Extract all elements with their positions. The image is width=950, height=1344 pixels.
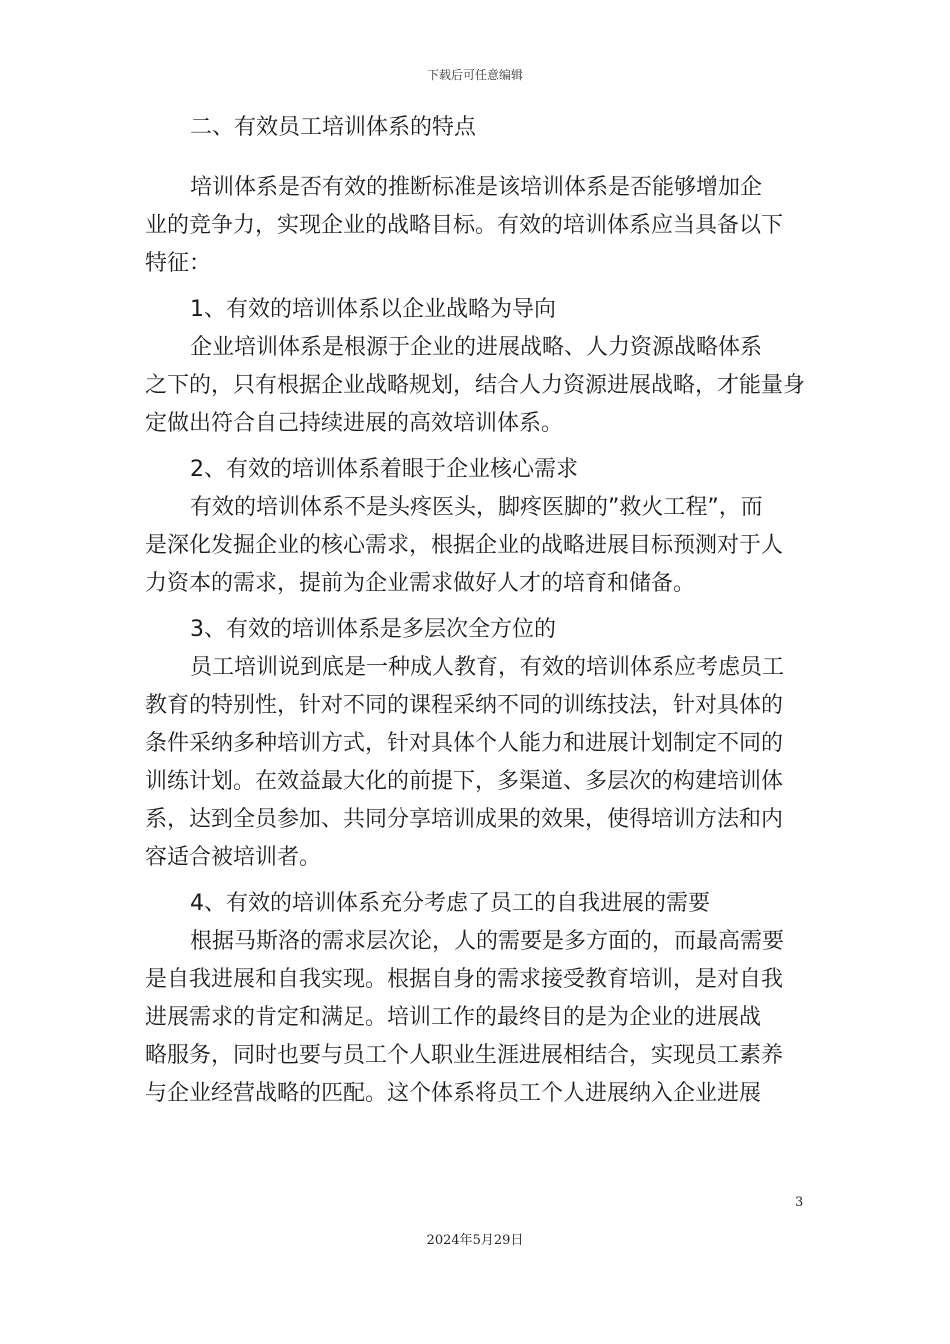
- paragraph-line: 员工培训说到底是一种成人教育，有效的培训体系应考虑员工: [190, 655, 785, 680]
- paragraph-line: 根据马斯洛的需求层次论，人的需要是多方面的，而最高需要: [190, 929, 785, 954]
- paragraph-line: 条件采纳多种培训方式，针对具体个人能力和进展计划制定不同的: [145, 731, 784, 756]
- paragraph-line: 之下的，只有根据企业战略规划，结合人力资源进展战略，才能量身: [145, 373, 806, 398]
- paragraph-line: 企业培训体系是根源于企业的进展战略、人力资源战略体系: [190, 335, 763, 360]
- paragraph-line: 业的竞争力，实现企业的战略目标。有效的培训体系应当具备以下: [145, 213, 784, 238]
- paragraph-line: 略服务，同时也要与员工个人职业生涯进展相结合，实现员工素养: [145, 1043, 784, 1068]
- paragraph-line: 与企业经营战略的匹配。这个体系将员工个人进展纳入企业进展: [145, 1081, 762, 1106]
- paragraph-line: 有效的培训体系不是头疼医头，脚疼医脚的”救火工程”，而: [190, 495, 763, 520]
- page-header: 下载后可任意编辑: [426, 68, 523, 82]
- footer-date: 2024年5月29日: [426, 1233, 524, 1248]
- paragraph-line: 训练计划。在效益最大化的前提下，多渠道、多层次的构建培训体: [145, 769, 784, 794]
- page-number: 3: [795, 1195, 804, 1210]
- paragraph-line: 特征：: [145, 251, 212, 276]
- subheading-3: 3、有效的培训体系是多层次全方位的: [190, 617, 556, 642]
- paragraph-line: 是深化发掘企业的核心需求，根据企业的战略进展目标预测对于人: [145, 533, 784, 558]
- paragraph-line: 容适合被培训者。: [145, 845, 322, 870]
- paragraph-line: 系，达到全员参加、共同分享培训成果的效果，使得培训方法和内: [145, 807, 784, 832]
- section-heading: 二、有效员工培训体系的特点: [190, 115, 477, 140]
- paragraph-line: 定做出符合自己持续进展的高效培训体系。: [145, 411, 564, 436]
- paragraph-line: 进展需求的肯定和满足。培训工作的最终目的是为企业的进展战: [145, 1005, 762, 1030]
- paragraph-line: 是自我进展和自我实现。根据自身的需求接受教育培训，是对自我: [145, 967, 784, 992]
- paragraph-line: 力资本的需求，提前为企业需求做好人才的培育和储备。: [145, 571, 696, 596]
- subheading-1: 1、有效的培训体系以企业战略为导向: [190, 297, 556, 322]
- paragraph-line: 教育的特别性，针对不同的课程采纳不同的训练技法，针对具体的: [145, 693, 784, 718]
- subheading-2: 2、有效的培训体系着眼于企业核心需求: [190, 457, 578, 482]
- paragraph-line: 培训体系是否有效的推断标准是该培训体系是否能够增加企: [190, 175, 763, 200]
- subheading-4: 4、有效的培训体系充分考虑了员工的自我进展的需要: [190, 891, 710, 916]
- blank-line: [145, 142, 807, 170]
